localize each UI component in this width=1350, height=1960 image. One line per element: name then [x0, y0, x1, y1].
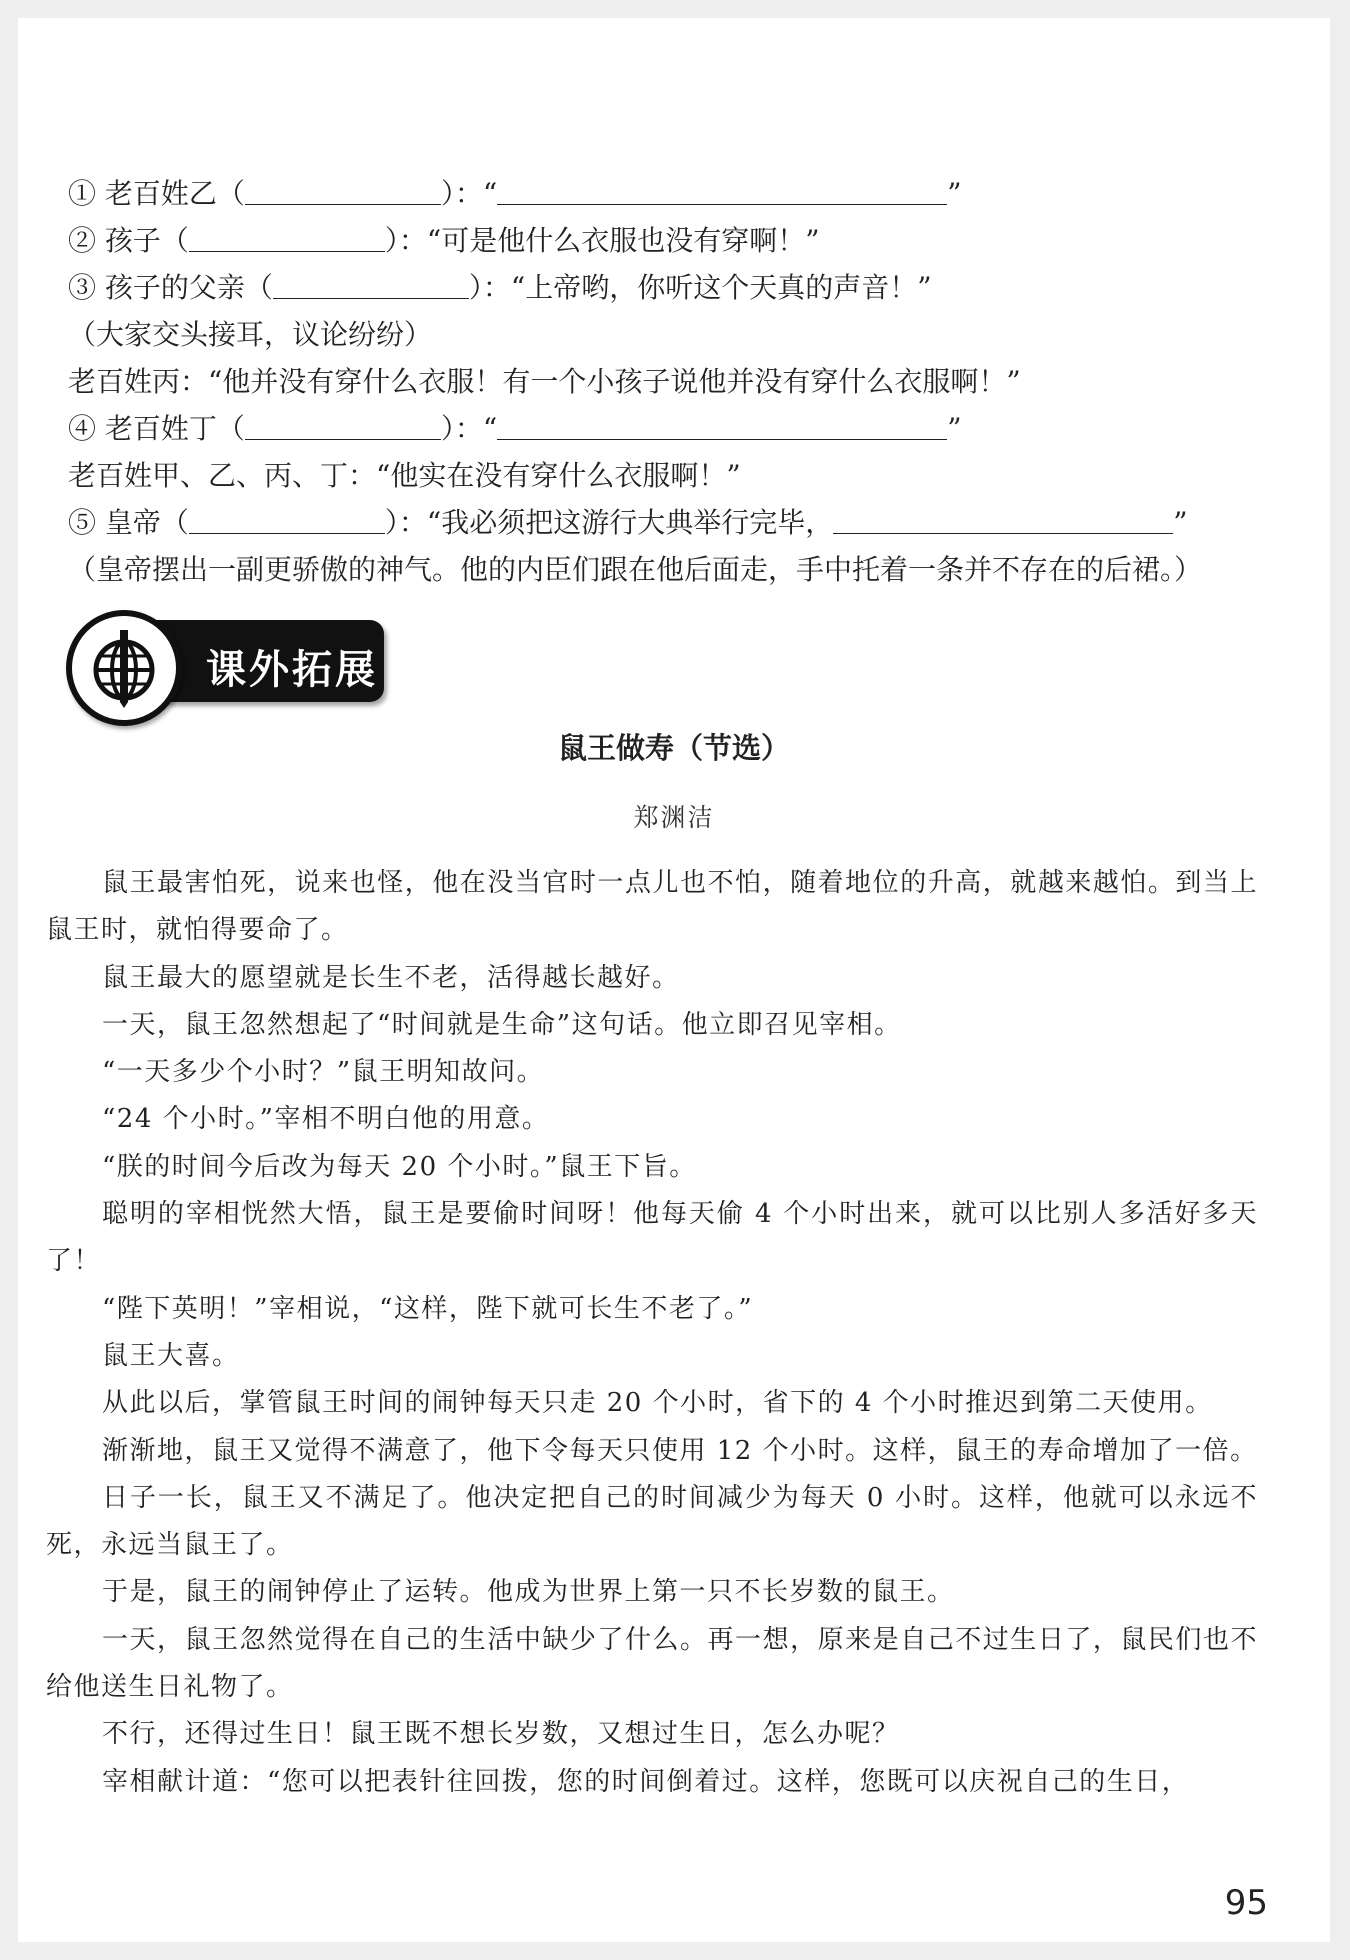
speaker-label: ④ 老百姓丁（: [68, 412, 245, 445]
answer-blank[interactable]: [273, 270, 469, 299]
story-paragraph: 宰相献计道：“您可以把表针往回拨，您的时间倒着过。这样，您既可以庆祝自己的生日，: [102, 1766, 1190, 1797]
story-paragraph: 日子一长，鼠王又不满足了。他决定把自己的时间减少为每天 0 小时。这样，他就可以永远不死，永远当鼠王了。: [46, 1482, 1258, 1561]
line-text: ”: [947, 177, 962, 210]
story-paragraph: 鼠王最大的愿望就是长生不老，活得越长越好。: [102, 962, 680, 993]
answer-blank[interactable]: [833, 505, 1173, 534]
line-text: ”: [947, 412, 962, 445]
exercise-line-1: [68, 170, 1308, 217]
exercise-line-8: [68, 499, 1308, 546]
answer-blank[interactable]: [245, 176, 441, 205]
line-text: ）：“我必须把这游行大典举行完毕，: [384, 506, 834, 539]
speaker-label: ② 孩子（: [68, 224, 189, 257]
answer-blank[interactable]: [497, 411, 947, 440]
story-paragraph: 鼠王最害怕死，说来也怪，他在没当官时一点儿也不怕，随着地位的升高，就越来越怕。到当上鼠王时，就怕得要命了。: [46, 868, 1258, 946]
speaker-label: ③ 孩子的父亲（: [68, 271, 273, 304]
exercise-line-3: [68, 264, 1308, 311]
globe-icon: [66, 610, 182, 726]
exercise-section: [68, 170, 1308, 593]
story-paragraph: 一天，鼠王忽然想起了“时间就是生命”这句话。他立即召见宰相。: [102, 1009, 902, 1040]
speaker-label: ① 老百姓乙（: [68, 177, 245, 210]
exercise-line-9: （皇帝摆出一副更骄傲的神气。他的内臣们跟在他后面走，手中托着一条并不存在的后裙。）: [68, 553, 1203, 586]
line-text: ）：“: [440, 412, 498, 445]
speaker-label: ⑤ 皇帝（: [68, 506, 189, 539]
story-paragraph: 一天，鼠王忽然觉得在自己的生活中缺少了什么。再一想，原来是自己不过生日了，鼠民们也不给他送生日礼物了。: [46, 1624, 1258, 1703]
story-author: 郑渊洁: [633, 803, 715, 832]
story-title: 鼠王做寿（节选）: [557, 731, 790, 765]
answer-blank[interactable]: [245, 411, 441, 440]
answer-blank[interactable]: [189, 505, 385, 534]
story-paragraph: 渐渐地，鼠王又觉得不满意了，他下令每天只使用 12 个小时。这样，鼠王的寿命增加了一倍。: [102, 1435, 1258, 1466]
section-label: 课外拓展: [206, 647, 378, 693]
story-paragraph: 从此以后，掌管鼠王时间的闹钟每天只走 20 个小时，省下的 4 个小时推迟到第二天使用。: [102, 1388, 1213, 1419]
exercise-line-2: [68, 217, 1308, 264]
line-text: ”: [1173, 506, 1188, 539]
story-paragraph: 不行，还得过生日！鼠王既不想长岁数，又想过生日，怎么办呢？: [102, 1719, 900, 1750]
story-paragraph: 于是，鼠王的闹钟停止了运转。他成为世界上第一只不长岁数的鼠王。: [102, 1577, 955, 1608]
story-paragraph: “陛下英明！”宰相说，“这样，陛下就可长生不老了。”: [102, 1293, 754, 1324]
exercise-line-5: 老百姓丙：“他并没有穿什么衣服！有一个小孩子说他并没有穿什么衣服啊！”: [68, 365, 1021, 398]
exercise-line-7: 老百姓甲、乙、丙、丁：“他实在没有穿什么衣服啊！”: [68, 459, 741, 492]
answer-blank[interactable]: [497, 176, 947, 205]
exercise-line-6: [68, 405, 1308, 452]
line-text: ）：“上帝哟，你听这个天真的声音！”: [468, 271, 932, 304]
section-badge: [46, 600, 386, 720]
page-number: 95: [1224, 1883, 1268, 1923]
story-body: [46, 860, 1258, 1806]
story-paragraph: “一天多少个小时？”鼠王明知故问。: [102, 1057, 545, 1088]
answer-blank[interactable]: [189, 223, 385, 252]
line-text: ）：“: [440, 177, 498, 210]
exercise-line-4: （大家交头接耳，议论纷纷）: [68, 318, 433, 351]
story-paragraph: 聪明的宰相恍然大悟，鼠王是要偷时间呀！他每天偷 4 个小时出来，就可以比别人多活好多天了！: [46, 1199, 1258, 1277]
story-paragraph: 鼠王大喜。: [102, 1340, 240, 1371]
page: [18, 18, 1330, 1942]
story-paragraph: “24 个小时。”宰相不明白他的用意。: [102, 1104, 550, 1135]
line-text: ）：“可是他什么衣服也没有穿啊！”: [384, 224, 820, 257]
story-paragraph: “朕的时间今后改为每天 20 个小时。”鼠王下旨。: [102, 1151, 697, 1182]
